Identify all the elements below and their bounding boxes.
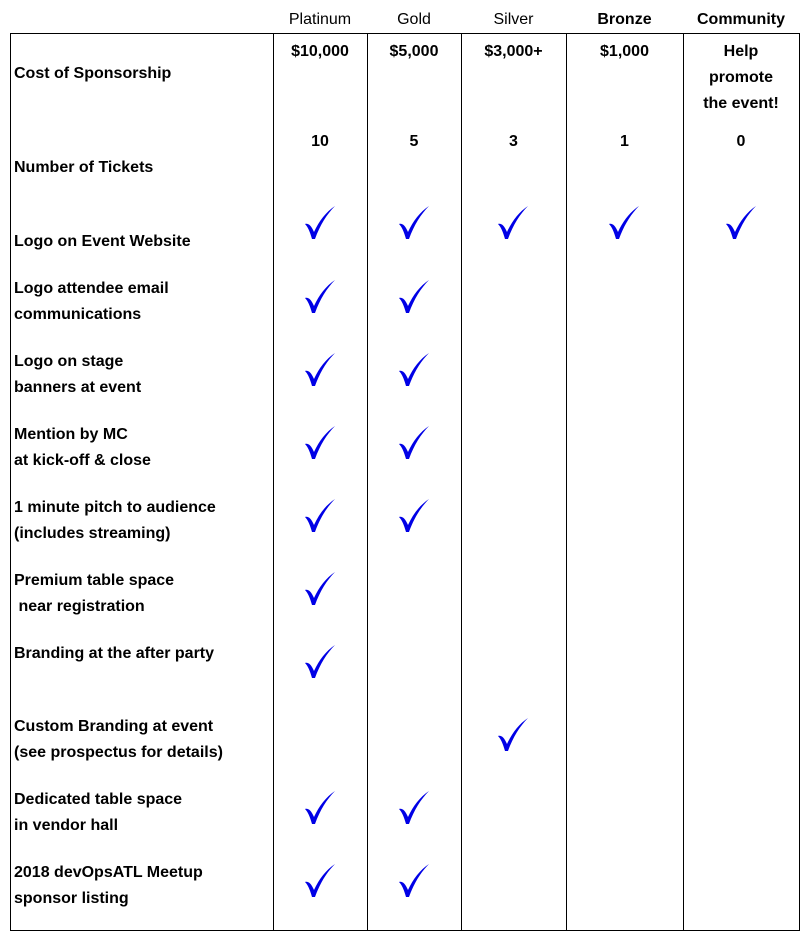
checkmark-icon	[303, 279, 337, 315]
checkmark-icon	[303, 644, 337, 680]
table-bottom-border	[10, 930, 800, 931]
checkmark-icon	[397, 352, 431, 388]
header-silver: Silver	[493, 11, 534, 28]
header-platinum: Platinum	[288, 11, 352, 28]
column-divider-community	[683, 33, 684, 931]
tickets-platinum: 10	[311, 133, 329, 150]
tickets-community: 0	[736, 133, 746, 150]
row-label-mc: Mention by MC at kick-off & close	[14, 426, 151, 469]
checkmark-icon	[303, 863, 337, 899]
row-label-premium: Premium table space near registration	[14, 572, 175, 615]
row-label-email: Logo attendee email communications	[14, 280, 169, 323]
checkmark-icon	[303, 571, 337, 607]
column-divider-bronze	[566, 33, 567, 931]
checkmark-icon	[397, 498, 431, 534]
header-bronze: Bronze	[597, 11, 652, 28]
checkmark-icon	[303, 205, 337, 241]
header-community: Community	[697, 11, 785, 28]
checkmark-icon	[303, 790, 337, 826]
row-label-custom: Custom Branding at event (see prospectus for details)	[14, 718, 223, 761]
row-label-pitch: 1 minute pitch to audience (includes streaming)	[14, 499, 216, 542]
checkmark-icon	[607, 205, 641, 241]
checkmark-icon	[397, 279, 431, 315]
checkmark-icon	[397, 425, 431, 461]
checkmark-icon	[496, 717, 530, 753]
row-label-cost: Cost of Sponsorship	[14, 65, 172, 82]
checkmark-icon	[303, 498, 337, 534]
row-label-website: Logo on Event Website	[14, 233, 191, 250]
tickets-gold: 5	[409, 133, 419, 150]
table-left-border	[10, 33, 11, 931]
checkmark-icon	[397, 790, 431, 826]
table-top-border	[10, 33, 800, 34]
row-label-meetup: 2018 devOpsATL Meetup sponsor listing	[14, 864, 203, 907]
price-community: Help promote the event!	[703, 43, 779, 112]
checkmark-icon	[724, 205, 758, 241]
header-gold: Gold	[397, 11, 431, 28]
checkmark-icon	[397, 205, 431, 241]
checkmark-icon	[303, 425, 337, 461]
price-silver: $3,000+	[484, 43, 543, 60]
row-label-vendor: Dedicated table space in vendor hall	[14, 791, 183, 834]
price-bronze: $1,000	[600, 43, 649, 60]
row-label-afterparty: Branding at the after party	[14, 645, 215, 662]
tickets-bronze: 1	[620, 133, 629, 150]
column-divider-gold	[367, 33, 368, 931]
price-platinum: $10,000	[291, 43, 349, 60]
checkmark-icon	[303, 352, 337, 388]
column-divider-platinum	[273, 33, 274, 931]
row-label-banners: Logo on stage banners at event	[14, 353, 142, 396]
table-right-border	[799, 33, 800, 931]
row-label-tickets: Number of Tickets	[14, 159, 154, 176]
checkmark-icon	[496, 205, 530, 241]
column-divider-silver	[461, 33, 462, 931]
price-gold: $5,000	[389, 43, 439, 60]
checkmark-icon	[397, 863, 431, 899]
tickets-silver: 3	[509, 133, 518, 150]
